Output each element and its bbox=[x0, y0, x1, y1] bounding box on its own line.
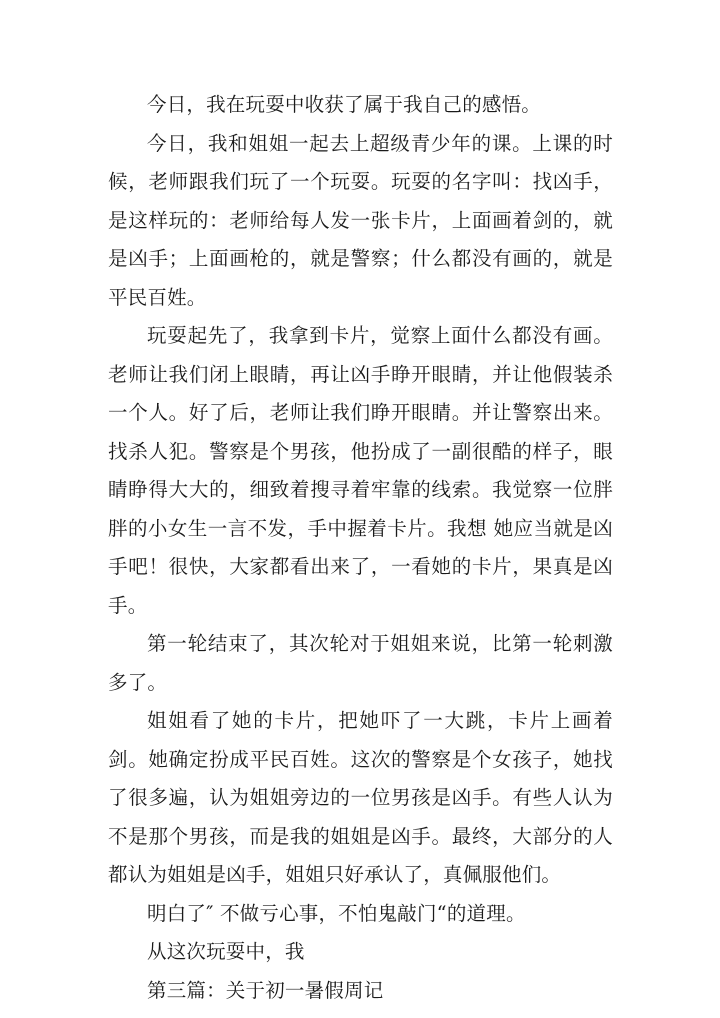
paragraph-4: 第一轮结束了，其次轮对于姐姐来说，比第一轮刺激多了。 bbox=[108, 632, 613, 694]
paragraph-6: 明白了″ 不做亏心事，不怕鬼敲门“的道理。 bbox=[147, 901, 526, 925]
paragraph-7: 从这次玩耍中，我 bbox=[147, 940, 305, 963]
paragraph-1: 今日，我在玩耍中收获了属于我自己的感悟。 bbox=[147, 93, 542, 116]
paragraph-2: 今日，我和姐姐一起去上超级青少年的课。上课的时候，老师跟我们玩了一个玩耍。玩耍的名字叫：找凶手，是这样玩的：老师给每人发一张卡片，上面画着剑的，就是凶手；上面画枪的，就是警察；什么都没有画的，就是平民百姓。 bbox=[108, 131, 613, 309]
paragraph-3: 玩耍起先了，我拿到卡片，觉察上面什么都没有画。老师让我们闭上眼睛，再让凶手睁开眼睛，并让他假装杀一个人。好了后，老师让我们睁开眼睛。并让警察出来。找杀人犯。警察是个男孩，他扮成了一副很酷的样子，眼睛睁得大大的，细致着搜寻着牢靠的线索。我觉察一位胖胖的小女生一言不发，手中握着卡片。我想 她应当就是凶手吧！很快，大家都看出来了，一看她的卡片，果真是凶手。 bbox=[108, 324, 613, 617]
document-body bbox=[108, 86, 613, 1010]
section-heading: 第三篇：关于初一暑假周记 bbox=[147, 978, 384, 1002]
paragraph-5: 姐姐看了她的卡片，把她吓了一大跳，卡片上画着剑。她确定扮成平民百姓。这次的警察是个女孩子，她找了很多遍，认为姐姐旁边的一位男孩是凶手。有些人认为不是那个男孩，而是我的姐姐是凶手。最终，大部分的人都认为姐姐是凶手，姐姐只好承认了，真佩服他们。 bbox=[108, 709, 613, 886]
